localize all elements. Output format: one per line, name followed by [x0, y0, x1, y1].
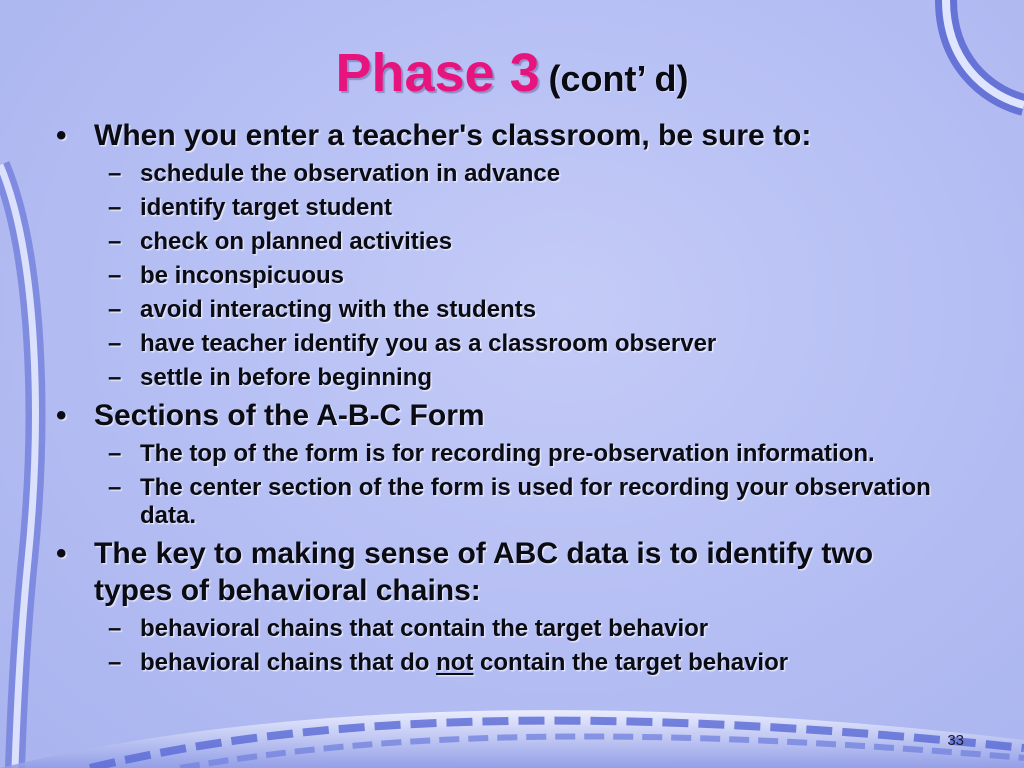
dash-marker: – — [108, 330, 122, 357]
dash-marker: – — [108, 296, 122, 323]
bullet-text: Sections of the A-B-C Form — [94, 399, 485, 432]
sub-bullet — [56, 364, 936, 392]
dash-marker: – — [108, 262, 122, 289]
dash-marker: – — [108, 615, 122, 642]
bullet-marker: • — [56, 537, 67, 570]
sub-bullet-text: identify target student — [140, 194, 393, 221]
sub-bullet-text-after: contain the target behavior — [473, 649, 789, 676]
bullet-marker: • — [56, 119, 67, 152]
sub-bullet — [56, 330, 936, 358]
sub-bullet-text: be inconspicuous — [140, 262, 345, 289]
emphasis-not: not — [436, 649, 474, 676]
sub-bullet-text: have teacher identify you as a classroom observer — [140, 330, 717, 357]
slide-number: 33 — [947, 732, 964, 749]
sub-bullet — [56, 262, 936, 290]
title-main: Phase 3 — [335, 43, 540, 103]
bullet-abc-data-key — [56, 535, 936, 609]
dash-marker: – — [108, 228, 122, 255]
sub-bullet-text: settle in before beginning — [140, 364, 433, 391]
sub-bullet-text: behavioral chains that contain the target behavior — [140, 615, 709, 642]
bullet-abc-form-sections — [56, 397, 936, 434]
sub-bullet-text: avoid interacting with the students — [140, 296, 537, 323]
slide-body — [56, 112, 936, 677]
dash-marker: – — [108, 364, 122, 391]
sub-bullet — [56, 615, 936, 643]
sub-bullet — [56, 160, 936, 188]
dash-marker: – — [108, 194, 122, 221]
sub-bullet-text: check on planned activities — [140, 228, 453, 255]
bullet-text: The key to making sense of ABC data is to identify two types of behavioral chains: — [94, 537, 874, 607]
sub-bullet-text: The top of the form is for recording pre-observation information. — [140, 440, 875, 467]
bullet-text: When you enter a teacher's classroom, be sure to: — [94, 119, 812, 152]
dash-marker: – — [108, 160, 122, 187]
title-subtitle: (cont’ d) — [548, 58, 689, 99]
sub-bullet — [56, 296, 936, 324]
sub-bullet-text: schedule the observation in advance — [140, 160, 561, 187]
sub-bullet-text: The center section of the form is used for recording your observation data. — [140, 474, 931, 529]
sub-bullet — [56, 194, 936, 222]
dash-marker: – — [108, 474, 122, 501]
bullet-marker: • — [56, 399, 67, 432]
dash-marker: – — [108, 440, 122, 467]
slide-title — [0, 43, 1024, 103]
sub-bullet — [56, 649, 936, 677]
dash-marker: – — [108, 649, 122, 676]
bullet-enter-classroom — [56, 117, 936, 154]
sub-bullet-text-before: behavioral chains that do — [140, 649, 437, 676]
sub-bullet — [56, 440, 936, 468]
sub-bullet — [56, 474, 936, 530]
sub-bullet — [56, 228, 936, 256]
